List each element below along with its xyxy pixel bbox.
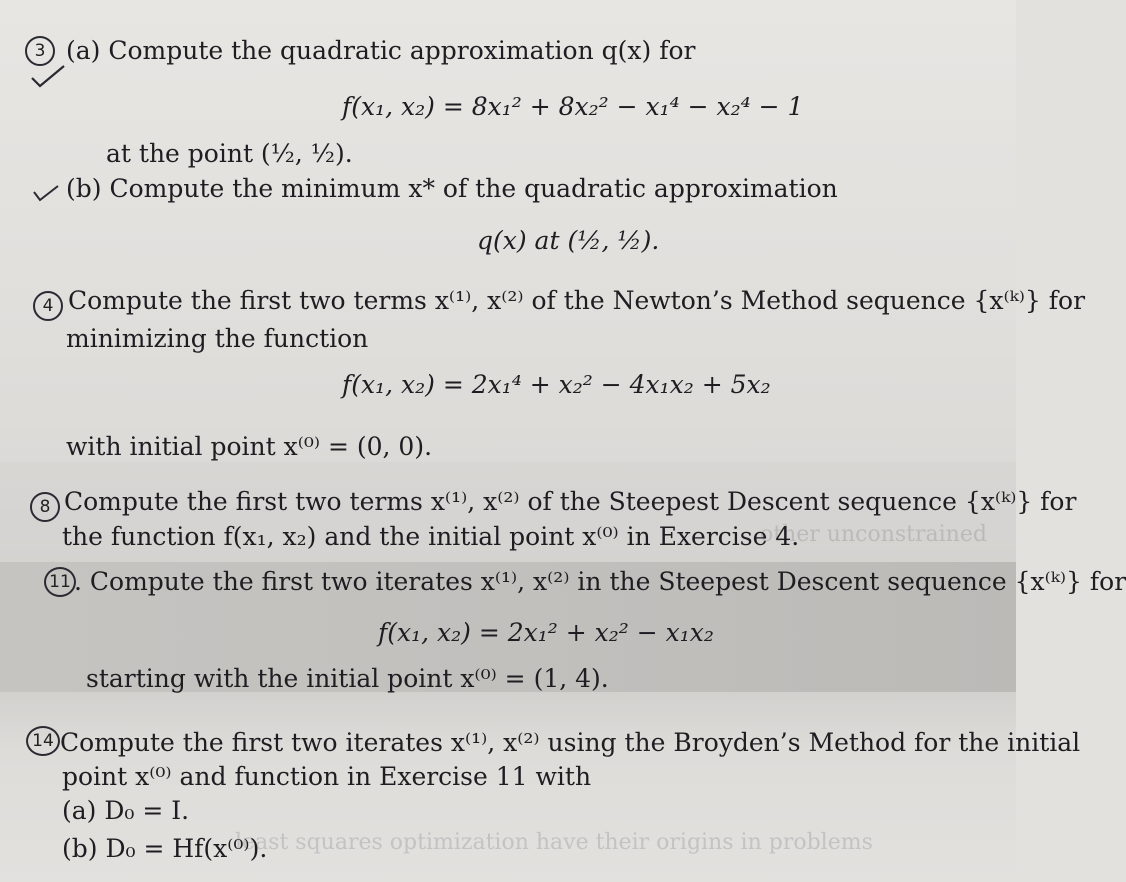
problem-14-part-a: (a) D₀ = I.	[62, 796, 190, 825]
problem-4-equation: f(x₁, x₂) = 2x₁⁴ + x₂² − 4x₁x₂ + 5x₂	[342, 370, 771, 399]
problem-11-equation: f(x₁, x₂) = 2x₁² + x₂² − x₁x₂	[378, 618, 714, 647]
bleed-through-text: other unconstrained	[760, 522, 987, 547]
problem-11-line-1: . Compute the first two iterates x⁽¹⁾, x⁽²⁾ in the Steepest Descent sequence {x⁽ᵏ⁾} for	[74, 567, 1126, 596]
problem-3-equation-2: q(x) at (½, ½).	[477, 226, 660, 255]
problem-4-line-2: minimizing the function	[66, 324, 369, 353]
problem-number-circle: 14	[26, 726, 60, 756]
problem-number-circle: 11	[44, 567, 76, 597]
problem-3-line-3: (b) Compute the minimum x* of the quadratic approximation	[66, 174, 838, 203]
problem-14-part-b: (b) D₀ = Hf(x⁽⁰⁾).	[62, 834, 268, 863]
problem-8-line-1: Compute the first two terms x⁽¹⁾, x⁽²⁾ of the Steepest Descent sequence {x⁽ᵏ⁾} for	[64, 487, 1077, 516]
bleed-through-text: least squares optimization have their origins in problems	[235, 830, 873, 855]
problem-3-line-1: (a) Compute the quadratic approximation q(x) for	[66, 36, 696, 65]
pencil-check-icon	[30, 62, 66, 88]
problem-11-line-2: starting with the initial point x⁽⁰⁾ = (1, 4).	[86, 664, 609, 693]
problem-number-circle: 8	[30, 492, 60, 522]
problem-number-circle: 4	[33, 291, 63, 321]
problem-14-line-2: point x⁽⁰⁾ and function in Exercise 11 with	[62, 762, 592, 791]
problem-number-circle: 3	[25, 36, 55, 66]
problem-8-line-2: the function f(x₁, x₂) and the initial point x⁽⁰⁾ in Exercise 4.	[62, 522, 800, 551]
problem-4-line-1: Compute the first two terms x⁽¹⁾, x⁽²⁾ of the Newton’s Method sequence {x⁽ᵏ⁾} for	[68, 286, 1086, 315]
problem-3-equation: f(x₁, x₂) = 8x₁² + 8x₂² − x₁⁴ − x₂⁴ − 1	[342, 92, 804, 121]
pencil-check-icon	[32, 180, 62, 204]
problem-14-line-1: Compute the first two iterates x⁽¹⁾, x⁽²⁾ using the Broyden’s Method for the initial	[60, 728, 1081, 757]
problem-3-line-2: at the point (½, ½).	[106, 139, 353, 168]
problem-4-line-3: with initial point x⁽⁰⁾ = (0, 0).	[66, 432, 433, 461]
